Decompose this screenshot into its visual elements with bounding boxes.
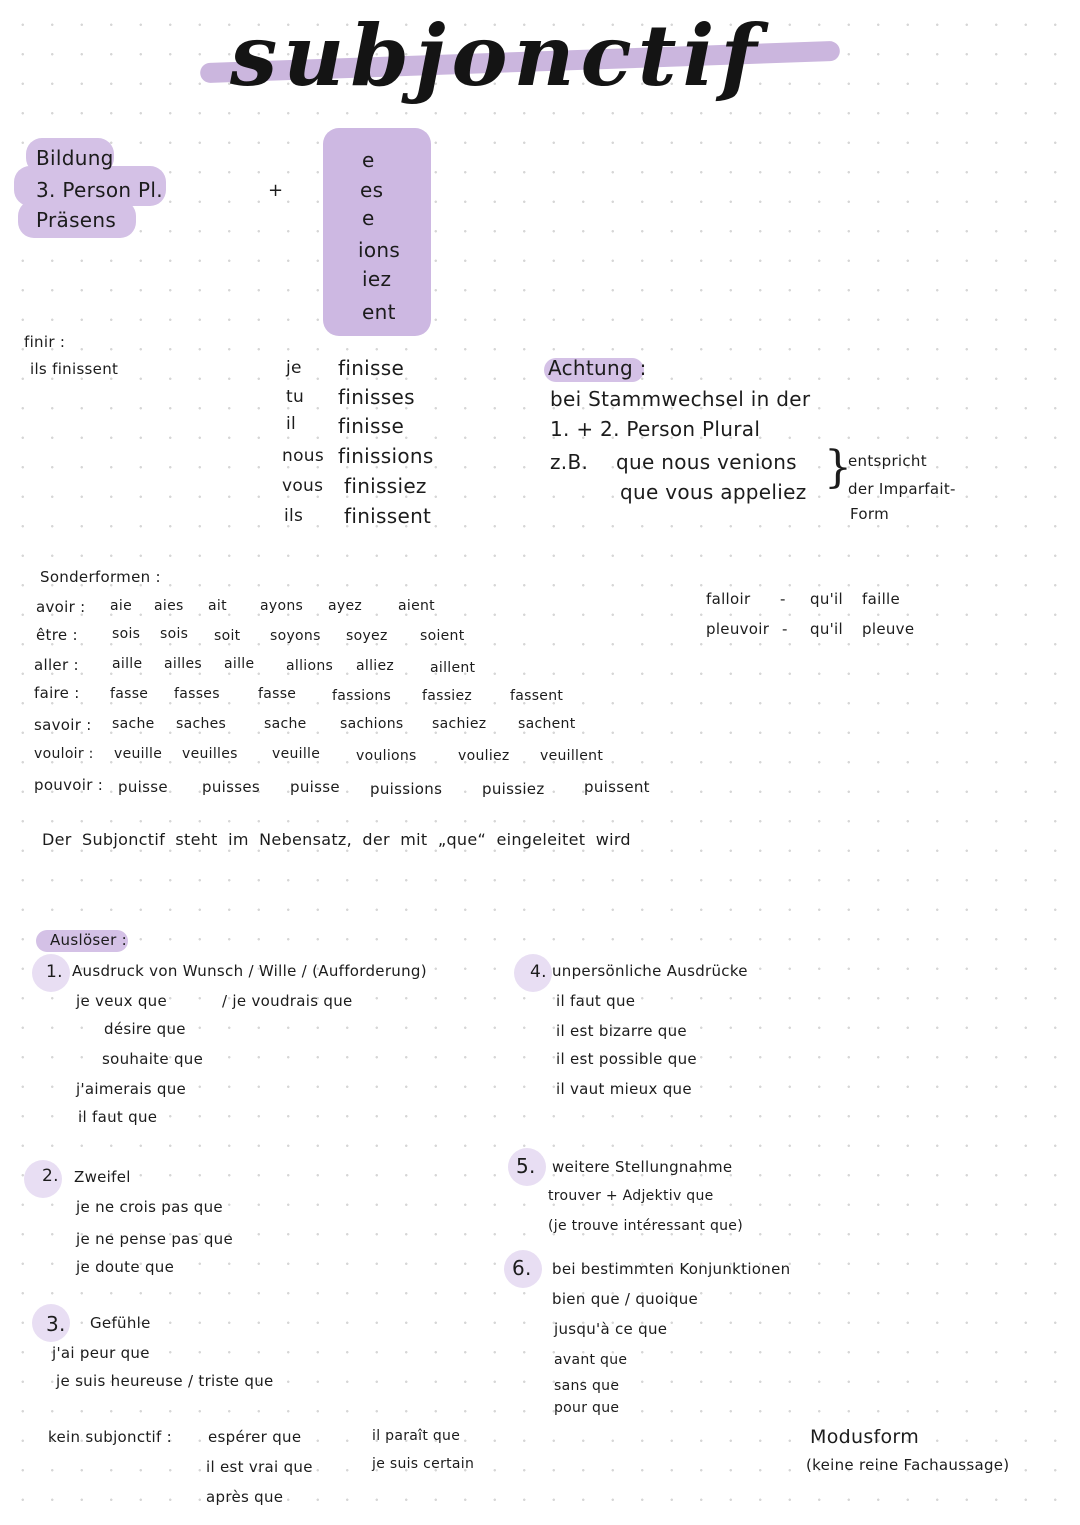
impersonal-form: qu'il faille (810, 590, 901, 608)
kein-phrase: il paraît que (372, 1428, 461, 1444)
conj-verb: finissiez (344, 474, 427, 498)
trigger-phrase: bien que / quoique (552, 1290, 699, 1308)
sonder-form: soyez (346, 628, 388, 644)
sonder-verb: pouvoir : (34, 776, 104, 794)
section-number: 2. (42, 1166, 59, 1186)
kein-phrase: il est vrai que (206, 1458, 313, 1476)
sonder-form: vouliez (458, 748, 510, 764)
trigger-phrase: il est possible que (556, 1050, 697, 1068)
sonder-form: sache (264, 716, 307, 732)
sonder-form: saches (176, 716, 227, 732)
conj-verb: finisses (338, 385, 415, 409)
example-form: ils finissent (30, 360, 119, 378)
sonderformen-heading: Sonderformen : (40, 568, 161, 586)
sonder-form: sois (112, 626, 141, 642)
conj-pronoun: nous (282, 446, 325, 466)
sonder-verb: vouloir : (34, 746, 94, 762)
sonder-form: sache (112, 716, 155, 732)
sonder-form: aies (154, 598, 184, 614)
trigger-phrase: / je voudrais que (222, 992, 353, 1010)
trigger-phrase: sans que (554, 1378, 620, 1394)
achtung-heading: Achtung : (548, 356, 647, 380)
conj-verb: finissent (344, 504, 432, 528)
modus-note: (keine reine Fachaussage) (806, 1456, 1010, 1474)
sonder-form: puissions (370, 780, 443, 798)
person-label: 3. Person Pl. (36, 178, 163, 202)
trigger-phrase: je suis heureuse / triste que (56, 1372, 274, 1390)
sonder-verb: faire : (34, 684, 80, 702)
section-number: 4. (530, 962, 547, 982)
section-number: 6. (512, 1256, 532, 1280)
impersonal-verb: pleuvoir (706, 620, 770, 638)
brace-symbol: } (824, 442, 852, 493)
trigger-phrase: (je trouve intéressant que) (548, 1218, 743, 1234)
ending: ent (362, 300, 396, 324)
section-title: weitere Stellungnahme (552, 1158, 733, 1176)
ending: e (362, 206, 375, 230)
trigger-phrase: jusqu'à ce que (554, 1320, 668, 1338)
conj-pronoun: ils (284, 506, 304, 526)
achtung-note: entspricht (848, 452, 927, 470)
trigger-phrase: il vaut mieux que (556, 1080, 692, 1098)
bildung-label: Bildung (36, 146, 114, 170)
achtung-line: 1. + 2. Person Plural (550, 417, 761, 441)
conj-verb: finisse (338, 356, 405, 380)
section-title: unpersönliche Ausdrücke (552, 962, 748, 980)
plus-sign: + (268, 180, 284, 201)
sonder-form: sachiez (432, 716, 487, 732)
trigger-phrase: je ne pense pas que (76, 1230, 233, 1248)
kein-phrase: je suis certain (372, 1456, 475, 1472)
sonder-form: alliez (356, 658, 395, 674)
achtung-line: bei Stammwechsel in der (550, 387, 811, 411)
sonder-form: fasse (258, 686, 297, 702)
section-title: Zweifel (74, 1168, 131, 1186)
ending: e (362, 148, 375, 172)
impersonal-dash: - (780, 590, 786, 608)
section-number: 5. (516, 1154, 536, 1178)
trigger-phrase: je doute que (76, 1258, 175, 1276)
sonder-form: veuillent (540, 748, 604, 764)
sonder-form: soyons (270, 628, 321, 644)
sonder-form: sois (160, 626, 189, 642)
sonder-form: puissiez (482, 780, 545, 798)
praesens-label: Präsens (36, 208, 117, 232)
section-title: bei bestimmten Konjunktionen (552, 1260, 791, 1278)
sonder-form: fasse (110, 686, 149, 702)
sonder-form: ayez (328, 598, 363, 614)
trigger-phrase: trouver + Adjektiv que (548, 1188, 714, 1204)
example-verb: finir : (24, 333, 66, 351)
sonder-form: veuille (114, 746, 163, 762)
section-number: 1. (46, 962, 63, 982)
impersonal-dash: - (782, 620, 788, 638)
sonder-form: ailles (164, 656, 202, 672)
conj-pronoun: je (286, 358, 302, 378)
achtung-example: que nous venions (616, 450, 797, 474)
sonder-form: ait (208, 598, 227, 614)
sonder-verb: savoir : (34, 716, 92, 734)
achtung-zb: z.B. (550, 450, 589, 474)
trigger-phrase: je ne crois pas que (76, 1198, 223, 1216)
trigger-phrase: pour que (554, 1400, 620, 1416)
achtung-example: que vous appeliez (620, 480, 807, 504)
impersonal-form: qu'il pleuve (810, 620, 915, 638)
sonder-verb: aller : (34, 656, 79, 674)
modus-label: Modusform (810, 1426, 920, 1448)
sonder-form: sachent (518, 716, 576, 732)
sonder-form: fassent (510, 688, 564, 704)
sonder-form: aient (398, 598, 435, 614)
sonder-verb: être : (36, 626, 78, 644)
ausloeser-heading: Auslöser : (50, 931, 127, 949)
trigger-phrase: je veux que (76, 992, 167, 1010)
section-title: Gefühle (90, 1314, 151, 1332)
impersonal-verb: falloir (706, 590, 751, 608)
sonder-form: puisse (290, 778, 340, 796)
trigger-phrase: il faut que (556, 992, 636, 1010)
sonder-form: aie (110, 598, 132, 614)
sonder-form: sachions (340, 716, 404, 732)
sonder-verb: avoir : (36, 598, 86, 616)
sonder-form: fassiez (422, 688, 473, 704)
conj-verb: finissions (338, 444, 434, 468)
subjonctif-note: Der Subjonctif steht im Nebensatz, der mit „que“ eingeleitet wird (42, 830, 631, 849)
sonder-form: aille (224, 656, 255, 672)
trigger-phrase: avant que (554, 1352, 628, 1368)
sonder-form: veuille (272, 746, 321, 762)
achtung-note: der Imparfait- (848, 480, 956, 498)
section-title: Ausdruck von Wunsch / Wille / (Aufforderung) (72, 962, 427, 980)
page-title: subjonctif (230, 6, 763, 105)
sonder-form: ayons (260, 598, 304, 614)
sonder-form: soient (420, 628, 465, 644)
kein-phrase: espérer que (208, 1428, 302, 1446)
sonder-form: puissent (584, 778, 650, 796)
achtung-note: Form (850, 505, 889, 523)
sonder-form: aillent (430, 660, 476, 676)
conj-pronoun: vous (282, 476, 324, 496)
sonder-form: fasses (174, 686, 220, 702)
sonder-form: veuilles (182, 746, 238, 762)
trigger-phrase: j'ai peur que (52, 1344, 150, 1362)
ending: es (360, 178, 384, 202)
sonder-form: allions (286, 658, 334, 674)
sonder-form: soit (214, 628, 241, 644)
sonder-form: fassions (332, 688, 392, 704)
trigger-phrase: désire que (104, 1020, 186, 1038)
sonder-form: voulions (356, 748, 417, 764)
trigger-phrase: il est bizarre que (556, 1022, 687, 1040)
sonder-form: puisses (202, 778, 260, 796)
ending: iez (362, 267, 392, 291)
conj-pronoun: il (286, 414, 297, 434)
sonder-form: puisse (118, 778, 168, 796)
conj-verb: finisse (338, 414, 405, 438)
kein-phrase: après que (206, 1488, 284, 1506)
kein-label: kein subjonctif : (48, 1428, 173, 1446)
ending: ions (358, 238, 401, 262)
trigger-phrase: il faut que (78, 1108, 158, 1126)
trigger-phrase: j'aimerais que (76, 1080, 187, 1098)
trigger-phrase: souhaite que (102, 1050, 204, 1068)
conj-pronoun: tu (286, 387, 305, 407)
section-number: 3. (46, 1312, 66, 1336)
sonder-form: aille (112, 656, 143, 672)
